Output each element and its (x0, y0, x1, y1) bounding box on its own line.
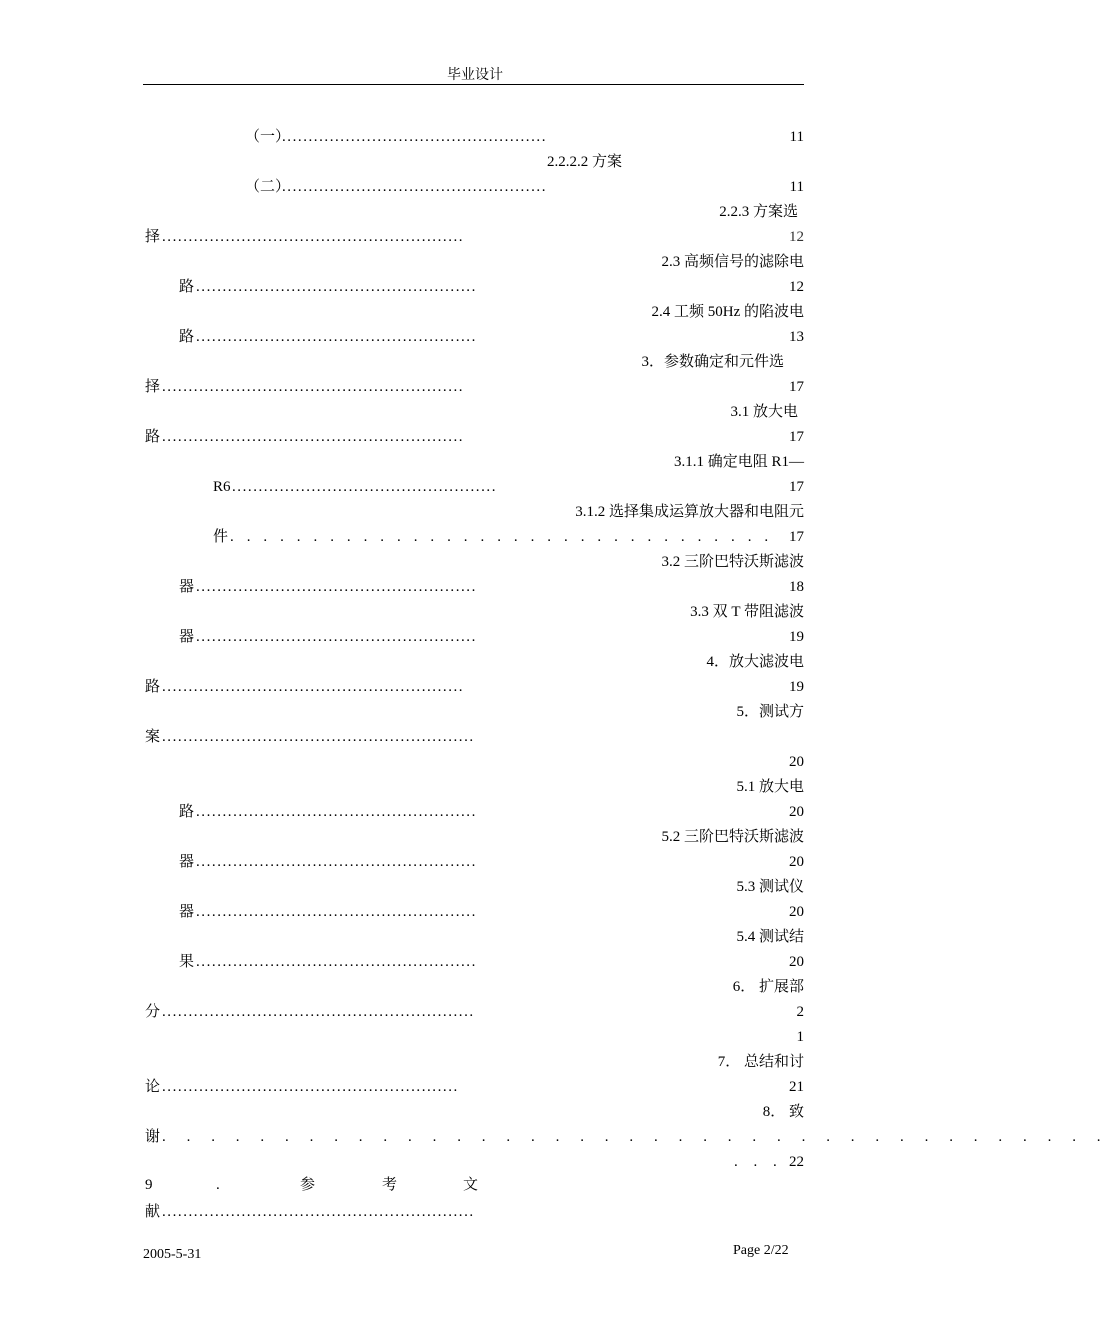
toc-leader-dots: ......................................................... (162, 679, 465, 695)
toc-line-text: 3.1 放大电 (730, 404, 798, 420)
toc-page-number: 18 (789, 579, 804, 595)
toc-leader-dots: ..................................................... (196, 954, 477, 970)
toc-line-text: （一） (245, 129, 291, 145)
toc-leader-dots: ........................................................... (162, 1204, 475, 1220)
toc-page-number: 17 (789, 379, 804, 395)
toc-line-text: 择 (145, 229, 161, 245)
toc-line-text: 2.4 工频 50Hz 的陷波电 (651, 304, 804, 320)
toc-page-number: 11 (789, 179, 804, 195)
toc-page-number: 19 (789, 679, 804, 695)
toc-leader-dots: ..................................................... (196, 279, 477, 295)
toc-line-text: 5.4 测试结 (736, 929, 804, 945)
toc-page-number: 22 (789, 1154, 804, 1170)
toc-line-text: 5．测试方 (736, 704, 804, 720)
toc-line-text: 案 (145, 729, 161, 745)
toc-leader-dots: ..................................................... (196, 629, 477, 645)
toc-line-text: 6． 扩展部 (732, 979, 804, 995)
toc-page-number: 12 (789, 229, 804, 245)
toc-leader-dots: . . . (734, 1154, 783, 1170)
toc-line-text: 2.2.2.2 方案 (547, 154, 623, 170)
toc-line-text: 论 (145, 1079, 161, 1095)
toc-line-text: 器 (179, 629, 195, 645)
toc-line-text: 路 (179, 279, 195, 295)
toc-leader-dots: . . . . . . . . . . . . . . . . . . . . . . . . . . . . . . . . . . . . . . . (162, 1129, 1109, 1145)
toc-leader-dots: ......................................................... (162, 379, 465, 395)
toc-leader-dots: .................................................. (282, 129, 547, 145)
toc-line-text: 文 (463, 1177, 479, 1193)
toc-line-text: 器 (179, 579, 195, 595)
toc-leader-dots: ........................................................ (162, 1079, 459, 1095)
toc-leader-dots: . . . . . . . . . . . . . . . . . . . . . . . . . . . . . . . . . (230, 529, 773, 545)
toc-line-text: 分 (145, 1004, 161, 1020)
toc-line-text: 谢 (145, 1129, 161, 1145)
toc-leader-dots: ......................................................... (162, 229, 465, 245)
toc-line-text: （二） (245, 179, 291, 195)
toc-page-number: 13 (789, 329, 804, 345)
toc-line-text: 器 (179, 854, 195, 870)
toc-page-number: 20 (789, 854, 804, 870)
toc-leader-dots: ........................................................... (162, 1004, 475, 1020)
toc-line-text: 路 (145, 429, 161, 445)
toc-page-number: 12 (789, 279, 804, 295)
toc-line-text: 路 (145, 679, 161, 695)
toc-page-number: 20 (789, 954, 804, 970)
toc-page-number: 1 (796, 1029, 804, 1045)
toc-page-number: 17 (789, 479, 804, 495)
toc-line-text: 8． 致 (762, 1104, 804, 1120)
footer-date: 2005-5-31 (143, 1247, 202, 1262)
toc-page-number: 19 (789, 629, 804, 645)
toc-line-text: 路 (179, 804, 195, 820)
toc-line-text: 9 (145, 1177, 153, 1193)
toc-line-text: 器 (179, 904, 195, 920)
toc-page-number: 20 (789, 804, 804, 820)
toc-leader-dots: ..................................................... (196, 854, 477, 870)
toc-line-text: 5.1 放大电 (736, 779, 804, 795)
toc-leader-dots: ..................................................... (196, 904, 477, 920)
toc-page-number: 11 (789, 129, 804, 145)
toc-line-text: 2.2.3 方案选 (719, 204, 798, 220)
toc-leader-dots: ..................................................... (196, 579, 477, 595)
toc-line-text: 献 (145, 1204, 161, 1220)
toc-page-number: 21 (789, 1079, 804, 1095)
toc-page-number: 17 (789, 529, 804, 545)
toc-line-text: 果 (179, 954, 195, 970)
toc-line-text: . (216, 1177, 220, 1193)
toc-leader-dots: .................................................. (282, 179, 547, 195)
toc-line-text: 4．放大滤波电 (706, 654, 804, 670)
header-rule (143, 84, 804, 85)
toc-line-text: 5.2 三阶巴特沃斯滤波 (661, 829, 804, 845)
toc-line-text: 考 (382, 1177, 398, 1193)
footer-page-number: Page 2/22 (733, 1243, 789, 1258)
toc-line-text: 3.2 三阶巴特沃斯滤波 (661, 554, 804, 570)
toc-line-text: 择 (145, 379, 161, 395)
toc-line-text: 参 (300, 1177, 316, 1193)
toc-line-text: 3.1.2 选择集成运算放大器和电阻元 (575, 504, 804, 520)
toc-leader-dots: ........................................................... (162, 729, 475, 745)
toc-leader-dots: .................................................. (232, 479, 497, 495)
toc-leader-dots: ..................................................... (196, 329, 477, 345)
toc-line-text: 3.1.1 确定电阻 R1— (673, 454, 804, 470)
toc-leader-dots: ......................................................... (162, 429, 465, 445)
toc-page-number: 20 (789, 904, 804, 920)
toc-page-number: 2 (796, 1004, 804, 1020)
toc-leader-dots: ..................................................... (196, 804, 477, 820)
toc-line-text: 2.3 高频信号的滤除电 (661, 254, 804, 270)
toc-line-text: 件 (213, 529, 229, 545)
toc-page-number: 20 (789, 754, 804, 770)
toc-line-text: 5.3 测试仪 (736, 879, 804, 895)
page-header-title: 毕业设计 (447, 68, 503, 83)
toc-line-text: R6 (213, 479, 231, 495)
toc-line-text: 3.3 双 T 带阻滤波 (690, 604, 804, 620)
toc-page-number: 17 (789, 429, 804, 445)
toc-line-text: 3．参数确定和元件选 (641, 354, 784, 370)
toc-line-text: 7． 总结和讨 (717, 1054, 804, 1070)
toc-line-text: 路 (179, 329, 195, 345)
